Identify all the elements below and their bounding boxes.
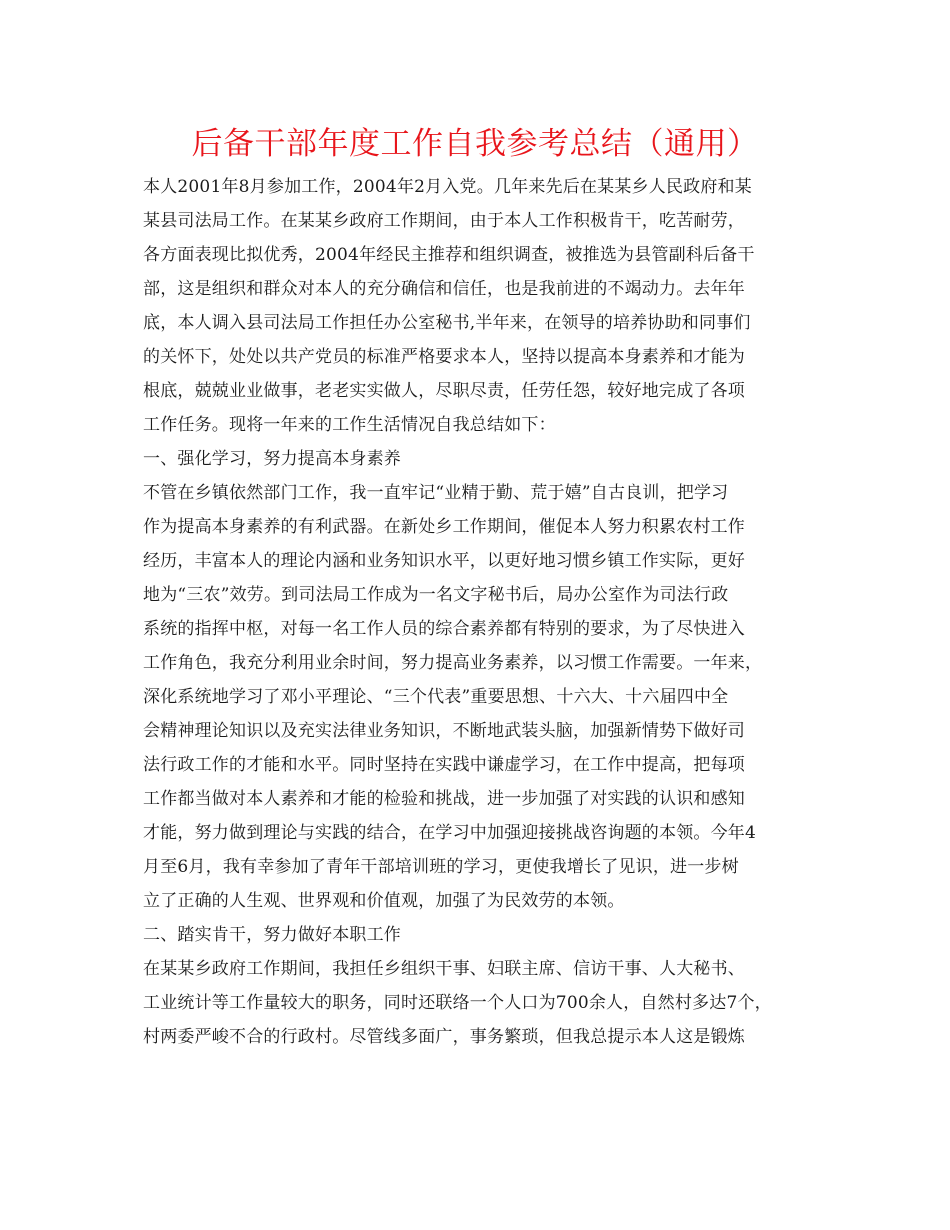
body-text-line: 村两委严峻不合的行政村。尽管线多面广，事务繁琐，但我总提示本人这是锻炼 [143,1027,745,1047]
body-text-line: 工作任务。现将一年来的工作生活情况自我总结如下： [143,415,556,435]
body-text-line: 会精神理论知识以及充实法律业务知识，不断地武装头脑，加强新情势下做好司 [143,721,745,741]
body-text-line: 法行政工作的才能和水平。同时坚持在实践中谦虚学习，在工作中提高，把每项 [143,755,745,775]
body-text-line: 不管在乡镇依然部门工作，我一直牢记“业精于勤、荒于嬉”自古良训，把学习 [143,483,729,503]
body-text-line: 工业统计等工作量较大的职务，同时还联络一个人口为700余人，自然村多达7个， [143,993,772,1013]
body-text-line: 一、强化学习，努力提高本身素养 [143,449,401,469]
body-text-line: 地为“三农”效劳。到司法局工作成为一名文字秘书后，局办公室作为司法行政 [143,585,729,605]
body-text-line: 某县司法局工作。在某某乡政府工作期间，由于本人工作积极肯干，吃苦耐劳， [143,211,745,231]
body-text-line: 工作都当做对本人素养和才能的检验和挑战，进一步加强了对实践的认识和感知 [143,789,745,809]
body-text-line: 根底，兢兢业业做事，老老实实做人，尽职尽责，任劳任怨，较好地完成了各项 [143,381,745,401]
document-title: 后备干部年度工作自我参考总结（通用） [191,126,759,162]
body-text-line: 月至6月，我有幸参加了青年干部培训班的学习，更使我增长了见识，进一步树 [143,857,739,877]
body-text-line: 经历，丰富本人的理论内涵和业务知识水平，以更好地习惯乡镇工作实际，更好 [143,551,745,571]
body-text-line: 在某某乡政府工作期间，我担任乡组织干事、妇联主席、信访干事、人大秘书、 [143,959,745,979]
body-text-line: 二、踏实肯干，努力做好本职工作 [143,925,401,945]
body-text-line: 才能，努力做到理论与实践的结合，在学习中加强迎接挑战咨询题的本领。今年4 [143,823,757,843]
body-text-line: 深化系统地学习了邓小平理论、“三个代表”重要思想、十六大、十六届四中全 [143,687,729,707]
body-text-line: 立了正确的人生观、世界观和价值观，加强了为民效劳的本领。 [143,891,625,911]
body-text-line: 工作角色，我充分利用业余时间，努力提高业务素养，以习惯工作需要。一年来， [143,653,763,673]
body-text-line: 各方面表现比拟优秀，2004年经民主推荐和组织调查，被推选为县管副科后备干 [143,245,755,265]
body-text-line: 系统的指挥中枢，对每一名工作人员的综合素养都有特别的要求，为了尽快进入 [143,619,745,639]
body-text-line: 底，本人调入县司法局工作担任办公室秘书,半年来，在领导的培养协助和同事们 [143,313,751,333]
body-text-line: 的关怀下，处处以共产党员的标准严格要求本人，坚持以提高本身素养和才能为 [143,347,745,367]
body-text-line: 部，这是组织和群众对本人的充分确信和信任，也是我前进的不竭动力。去年年 [143,279,745,299]
document-body [143,170,823,1054]
body-text-line: 本人2001年8月参加工作，2004年2月入党。几年来先后在某某乡人民政府和某 [143,177,752,197]
body-text-line: 作为提高本身素养的有利武器。在新处乡工作期间，催促本人努力积累农村工作 [143,517,745,537]
